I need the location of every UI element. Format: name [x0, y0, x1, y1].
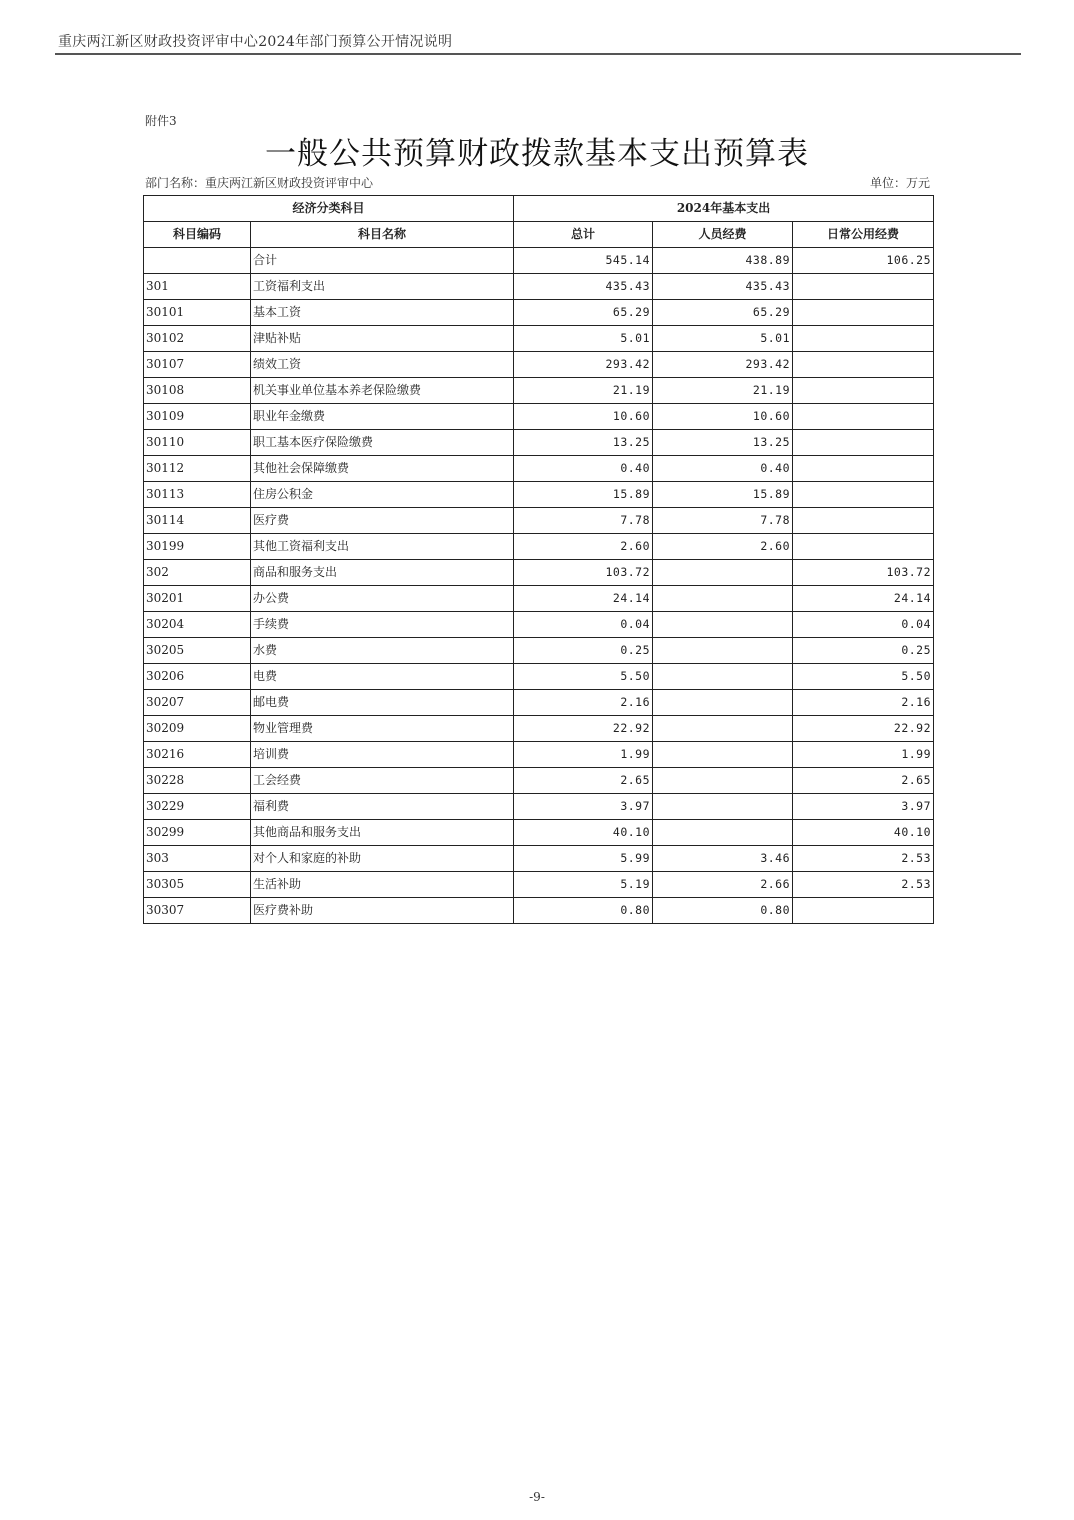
cell-name: 对个人和家庭的补助	[251, 846, 514, 872]
cell-public: 40.10	[793, 820, 934, 846]
group-header-basic-expenditure: 2024年基本支出	[514, 196, 934, 222]
cell-public	[793, 482, 934, 508]
cell-name: 邮电费	[251, 690, 514, 716]
cell-public	[793, 508, 934, 534]
cell-public	[793, 274, 934, 300]
table-row	[144, 482, 934, 508]
cell-personnel	[653, 638, 793, 664]
cell-code: 30102	[144, 326, 251, 352]
cell-personnel: 7.78	[653, 508, 793, 534]
cell-public	[793, 456, 934, 482]
cell-total: 2.60	[514, 534, 653, 560]
cell-personnel: 293.42	[653, 352, 793, 378]
cell-personnel: 10.60	[653, 404, 793, 430]
cell-name: 津贴补贴	[251, 326, 514, 352]
cell-code: 30109	[144, 404, 251, 430]
table-row	[144, 300, 934, 326]
cell-total: 2.65	[514, 768, 653, 794]
cell-personnel: 2.66	[653, 872, 793, 898]
table-row	[144, 560, 934, 586]
cell-total: 0.25	[514, 638, 653, 664]
cell-total: 22.92	[514, 716, 653, 742]
cell-personnel	[653, 690, 793, 716]
cell-public	[793, 326, 934, 352]
cell-personnel	[653, 768, 793, 794]
cell-code: 30209	[144, 716, 251, 742]
cell-code: 30107	[144, 352, 251, 378]
column-header-name: 科目名称	[251, 222, 514, 248]
cell-code: 30299	[144, 820, 251, 846]
column-header-personnel: 人员经费	[653, 222, 793, 248]
table-row	[144, 404, 934, 430]
column-header-public: 日常公用经费	[793, 222, 934, 248]
cell-total: 545.14	[514, 248, 653, 274]
cell-name: 医疗费补助	[251, 898, 514, 924]
cell-personnel: 438.89	[653, 248, 793, 274]
cell-total: 21.19	[514, 378, 653, 404]
cell-code: 30108	[144, 378, 251, 404]
cell-public	[793, 352, 934, 378]
table-row	[144, 872, 934, 898]
cell-personnel: 21.19	[653, 378, 793, 404]
table-row	[144, 274, 934, 300]
cell-name: 其他社会保障缴费	[251, 456, 514, 482]
cell-total: 7.78	[514, 508, 653, 534]
cell-code	[144, 248, 251, 274]
cell-total: 5.01	[514, 326, 653, 352]
cell-name: 培训费	[251, 742, 514, 768]
table-group-header-row	[144, 196, 934, 222]
attachment-label: 附件3	[145, 114, 177, 128]
cell-public	[793, 404, 934, 430]
cell-public: 1.99	[793, 742, 934, 768]
cell-code: 30207	[144, 690, 251, 716]
cell-code: 30110	[144, 430, 251, 456]
cell-public	[793, 300, 934, 326]
cell-name: 绩效工资	[251, 352, 514, 378]
cell-total: 65.29	[514, 300, 653, 326]
cell-total: 2.16	[514, 690, 653, 716]
table-row	[144, 586, 934, 612]
cell-code: 30228	[144, 768, 251, 794]
budget-table	[143, 195, 934, 924]
cell-name: 合计	[251, 248, 514, 274]
cell-total: 5.19	[514, 872, 653, 898]
table-row	[144, 794, 934, 820]
table-row	[144, 612, 934, 638]
cell-name: 其他工资福利支出	[251, 534, 514, 560]
table-row	[144, 846, 934, 872]
cell-total: 0.80	[514, 898, 653, 924]
cell-name: 商品和服务支出	[251, 560, 514, 586]
cell-name: 住房公积金	[251, 482, 514, 508]
cell-total: 40.10	[514, 820, 653, 846]
cell-public: 2.53	[793, 846, 934, 872]
cell-public: 0.25	[793, 638, 934, 664]
table-row	[144, 690, 934, 716]
cell-code: 30206	[144, 664, 251, 690]
cell-total: 103.72	[514, 560, 653, 586]
cell-personnel: 435.43	[653, 274, 793, 300]
cell-personnel	[653, 820, 793, 846]
cell-code: 30199	[144, 534, 251, 560]
cell-code: 30201	[144, 586, 251, 612]
cell-code: 30205	[144, 638, 251, 664]
cell-total: 1.99	[514, 742, 653, 768]
table-row	[144, 456, 934, 482]
cell-name: 职工基本医疗保险缴费	[251, 430, 514, 456]
table-row	[144, 248, 934, 274]
cell-name: 办公费	[251, 586, 514, 612]
cell-personnel	[653, 794, 793, 820]
cell-public	[793, 534, 934, 560]
table-row	[144, 508, 934, 534]
cell-public	[793, 378, 934, 404]
cell-personnel: 13.25	[653, 430, 793, 456]
cell-name: 其他商品和服务支出	[251, 820, 514, 846]
cell-code: 301	[144, 274, 251, 300]
cell-personnel	[653, 664, 793, 690]
cell-public: 5.50	[793, 664, 934, 690]
cell-name: 医疗费	[251, 508, 514, 534]
cell-total: 3.97	[514, 794, 653, 820]
table-row	[144, 534, 934, 560]
cell-total: 5.50	[514, 664, 653, 690]
cell-code: 30204	[144, 612, 251, 638]
cell-total: 0.04	[514, 612, 653, 638]
cell-name: 手续费	[251, 612, 514, 638]
cell-code: 302	[144, 560, 251, 586]
cell-personnel: 5.01	[653, 326, 793, 352]
cell-personnel	[653, 742, 793, 768]
cell-personnel: 0.80	[653, 898, 793, 924]
cell-public	[793, 430, 934, 456]
cell-name: 机关事业单位基本养老保险缴费	[251, 378, 514, 404]
table-row	[144, 378, 934, 404]
table-row	[144, 352, 934, 378]
cell-total: 435.43	[514, 274, 653, 300]
cell-total: 5.99	[514, 846, 653, 872]
cell-name: 电费	[251, 664, 514, 690]
document-header: 重庆两江新区财政投资评审中心2024年部门预算公开情况说明	[58, 34, 453, 50]
cell-public: 24.14	[793, 586, 934, 612]
cell-code: 30229	[144, 794, 251, 820]
table-row	[144, 820, 934, 846]
cell-public: 0.04	[793, 612, 934, 638]
cell-code: 30307	[144, 898, 251, 924]
cell-public: 22.92	[793, 716, 934, 742]
cell-public: 2.65	[793, 768, 934, 794]
cell-total: 24.14	[514, 586, 653, 612]
cell-public: 2.53	[793, 872, 934, 898]
group-header-economic-category: 经济分类科目	[144, 196, 514, 222]
table-column-header-row	[144, 222, 934, 248]
table-row	[144, 742, 934, 768]
column-header-total: 总计	[514, 222, 653, 248]
cell-name: 工资福利支出	[251, 274, 514, 300]
cell-personnel	[653, 716, 793, 742]
cell-total: 293.42	[514, 352, 653, 378]
department-name: 部门名称：重庆两江新区财政投资评审中心	[145, 176, 374, 190]
cell-code: 30113	[144, 482, 251, 508]
column-header-code: 科目编码	[144, 222, 251, 248]
cell-name: 基本工资	[251, 300, 514, 326]
cell-name: 生活补助	[251, 872, 514, 898]
cell-personnel: 0.40	[653, 456, 793, 482]
cell-total: 0.40	[514, 456, 653, 482]
cell-personnel: 2.60	[653, 534, 793, 560]
table-row	[144, 638, 934, 664]
table-row	[144, 664, 934, 690]
cell-personnel: 3.46	[653, 846, 793, 872]
cell-public: 103.72	[793, 560, 934, 586]
page-title: 一般公共预算财政拨款基本支出预算表	[265, 136, 809, 172]
table-row	[144, 716, 934, 742]
table-body	[144, 248, 934, 924]
cell-personnel: 15.89	[653, 482, 793, 508]
header-divider	[55, 53, 1021, 55]
cell-code: 30101	[144, 300, 251, 326]
table-row	[144, 898, 934, 924]
cell-name: 水费	[251, 638, 514, 664]
cell-public: 2.16	[793, 690, 934, 716]
cell-name: 工会经费	[251, 768, 514, 794]
cell-code: 30114	[144, 508, 251, 534]
cell-code: 303	[144, 846, 251, 872]
cell-personnel: 65.29	[653, 300, 793, 326]
cell-total: 13.25	[514, 430, 653, 456]
cell-total: 15.89	[514, 482, 653, 508]
cell-total: 10.60	[514, 404, 653, 430]
cell-personnel	[653, 560, 793, 586]
cell-name: 职业年金缴费	[251, 404, 514, 430]
cell-code: 30216	[144, 742, 251, 768]
cell-code: 30305	[144, 872, 251, 898]
unit-label: 单位：万元	[869, 176, 930, 190]
page-number: -9-	[529, 1490, 545, 1504]
table-row	[144, 430, 934, 456]
cell-public: 106.25	[793, 248, 934, 274]
cell-name: 福利费	[251, 794, 514, 820]
cell-name: 物业管理费	[251, 716, 514, 742]
cell-personnel	[653, 586, 793, 612]
table-row	[144, 326, 934, 352]
cell-personnel	[653, 612, 793, 638]
cell-public	[793, 898, 934, 924]
cell-public: 3.97	[793, 794, 934, 820]
table-row	[144, 768, 934, 794]
cell-code: 30112	[144, 456, 251, 482]
